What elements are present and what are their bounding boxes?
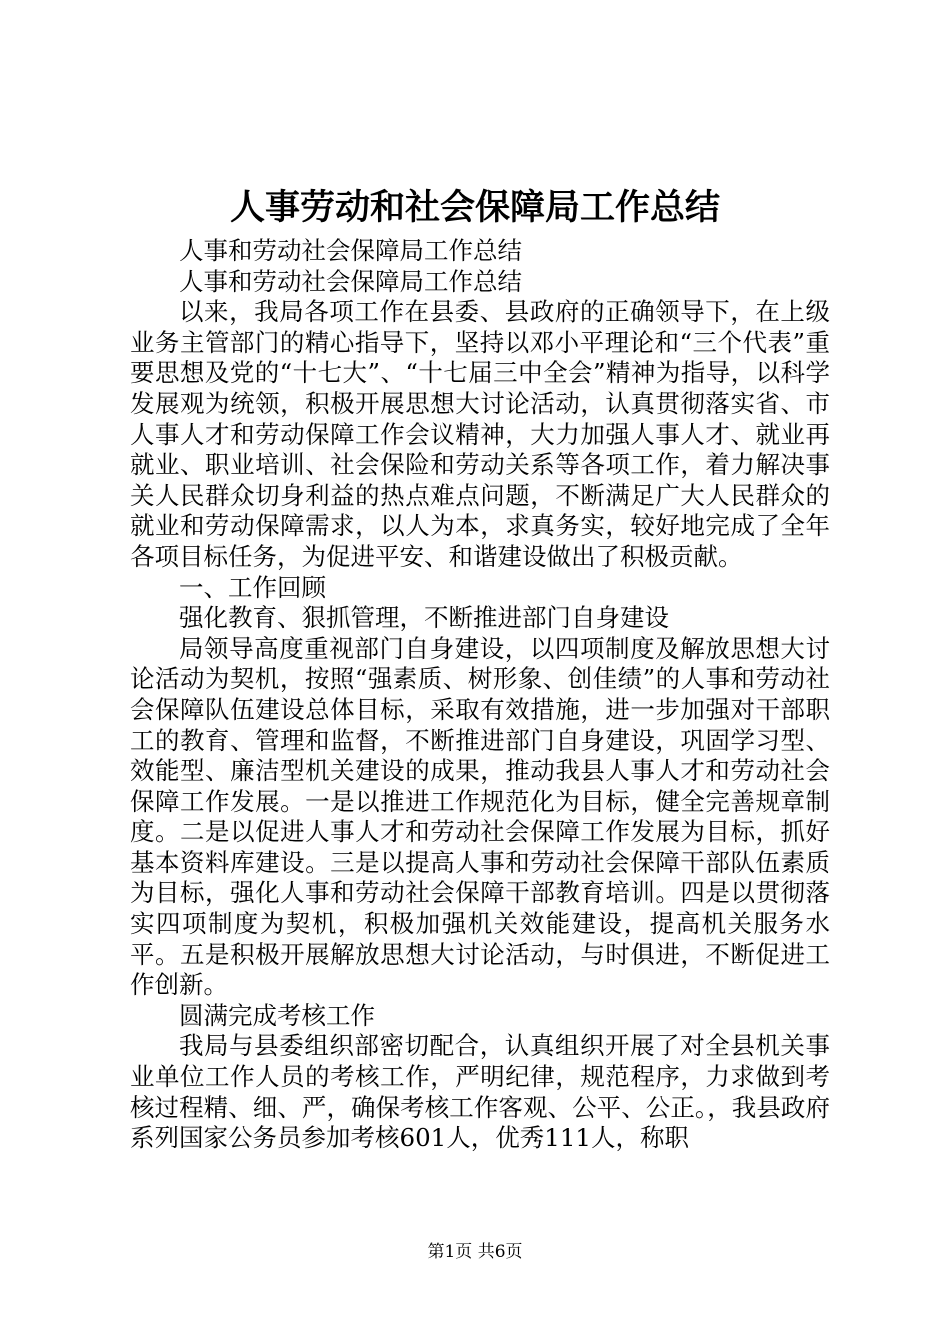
page-footer: 第1页 共6页 xyxy=(427,1242,523,1262)
section-heading: 一、工作回顾 xyxy=(179,572,326,602)
document-body xyxy=(130,236,830,1154)
paragraph-assessment: 我局与县委组织部密切配合，认真组织开展了对全县机关事业单位工作人员的考核工作，严明纪律，规范程序，力求做到考核过程精、细、严，确保考核工作客观、公平、公正。，我县政府系列国家公务员参加考核601人，优秀111人，称职 xyxy=(130,1031,830,1153)
paragraph-subtitle-repeat: 人事和劳动社会保障局工作总结 xyxy=(179,266,522,296)
subsection-heading: 圆满完成考核工作 xyxy=(179,1000,375,1030)
paragraph-intro: 以来，我局各项工作在县委、县政府的正确领导下，在上级业务主管部门的精心指导下，坚持以邓小平理论和“三个代表”重要思想及党的“十七大”、“十七届三中全会”精神为指导，以科学发展观为统领，积极开展思想大讨论活动，认真贯彻落实省、市人事人才和劳动保障工作会议精神，大力加强人事人才、就业再就业、职业培训、社会保险和劳动关系等各项工作，着力解决事关人民群众切身利益的热点难点问题，不断满足广大人民群众的就业和劳动保障需求，以人为本，求真务实，较好地完成了全年各项目标任务，为促进平安、和谐建设做出了积极贡献。 xyxy=(130,297,830,571)
paragraph-self-building: 局领导高度重视部门自身建设，以四项制度及解放思想大讨论活动为契机，按照“强素质、树形象、创佳绩”的人事和劳动社会保障队伍建设总体目标，采取有效措施，进一步加强对干部职工的教育、管理和监督，不断推进部门自身建设，巩固学习型、效能型、廉洁型机关建设的成果，推动我县人事人才和劳动社会保障工作发展。一是以推进工作规范化为目标，健全完善规章制度。二是以促进人事人才和劳动社会保障工作发展为目标，抓好基本资料库建设。三是以提高人事和劳动社会保障干部队伍素质为目标，强化人事和劳动社会保障干部教育培训。四是以贯彻落实四项制度为契机，积极加强机关效能建设，提高机关服务水平。五是积极开展解放思想大讨论活动，与时俱进，不断促进工作创新。 xyxy=(130,633,830,1000)
paragraph-subtitle: 人事和劳动社会保障局工作总结 xyxy=(179,236,522,265)
subsection-heading: 强化教育、狠抓管理，不断推进部门自身建设 xyxy=(179,603,669,633)
document-title: 人事劳动和社会保障局工作总结 xyxy=(229,187,720,228)
